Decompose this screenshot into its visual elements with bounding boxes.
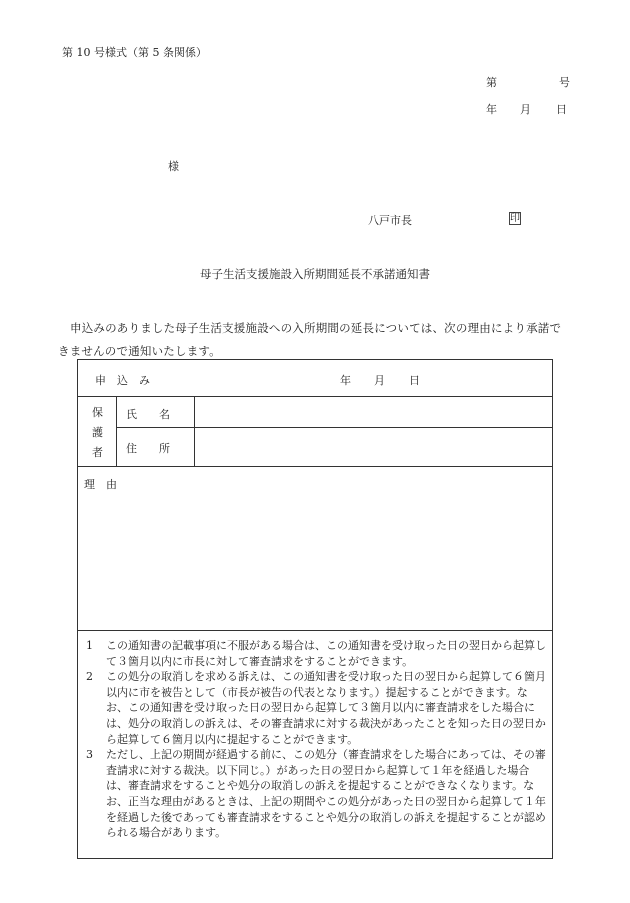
- note-text: この処分の取消しを求める訴えは、この通知書を受け取った日の翌日から起算して６箇月以内に市を被告として（市長が被告の代表となります。）提起することができます。なお、この通知書を受け取った日の翌日から起算して３箇月以内に審査請求をした場合には、処分の取消しの訴えは、その審査請求に対する裁決があったことを知った日の翌日から起算して６箇月以内に提起することができます。: [106, 670, 546, 746]
- recipient-honorific: 様: [168, 160, 179, 173]
- note-item: [82, 747, 548, 841]
- note-text: ただし、上記の期間が経過する前に、この処分（審査請求をした場合にあっては、その審査請求に対する裁決。以下同じ。）があった日の翌日から起算して１年を経過した場合は、審査請求をすることや処分の取消しの訴えを提起することができなくなります。なお、正当な理由があるときは、上記の期間やこの処分があった日の翌日から起算して１年を経過した後であっても審査請求をすることや処分の取消しの訴えを提起することが認められる場合があります。: [106, 748, 546, 840]
- note-number: 2: [86, 670, 93, 684]
- column-divider: [194, 396, 195, 466]
- reason-label: 理 由: [84, 478, 117, 491]
- notes-section: [82, 638, 548, 841]
- date-month: 月: [520, 103, 531, 116]
- row-divider: [78, 396, 552, 397]
- note-number: 1: [86, 639, 93, 652]
- name-label: 氏 名: [126, 408, 170, 421]
- guardian-label-1: 保: [92, 406, 103, 419]
- form-id: 第 10 号様式（第 5 条関係）: [62, 46, 207, 59]
- row-divider: [78, 630, 552, 631]
- intro-paragraph: 申込みのありました母子生活支援施設への入所期間の延長については、次の理由により承諾できませんので通知いたします。: [58, 321, 562, 358]
- sender-title: 八戸市長: [368, 214, 412, 227]
- address-label: 住 所: [126, 442, 170, 455]
- application-month: 月: [374, 374, 385, 387]
- form-table: [77, 359, 553, 859]
- application-year: 年: [340, 374, 351, 387]
- note-item: [82, 638, 548, 669]
- guardian-label-3: 者: [92, 446, 103, 459]
- number-prefix: 第: [486, 76, 497, 89]
- seal-mark: 印: [510, 213, 520, 224]
- row-divider: [116, 427, 552, 428]
- row-divider: [78, 466, 552, 467]
- date-year: 年: [486, 103, 497, 116]
- date-day: 日: [556, 103, 567, 116]
- application-label: 申 込 み: [95, 374, 150, 387]
- document-title: 母子生活支援施設入所期間延長不承諾通知書: [200, 267, 430, 281]
- note-item: [82, 669, 548, 747]
- note-text: この通知書の記載事項に不服がある場合は、この通知書を受け取った日の翌日から起算して３箇月以内に市長に対して審査請求をすることができます。: [106, 639, 546, 668]
- number-suffix: 号: [559, 76, 570, 89]
- application-day: 日: [409, 374, 420, 387]
- column-divider: [116, 396, 117, 466]
- note-number: 3: [86, 748, 93, 762]
- guardian-label-2: 護: [92, 426, 103, 439]
